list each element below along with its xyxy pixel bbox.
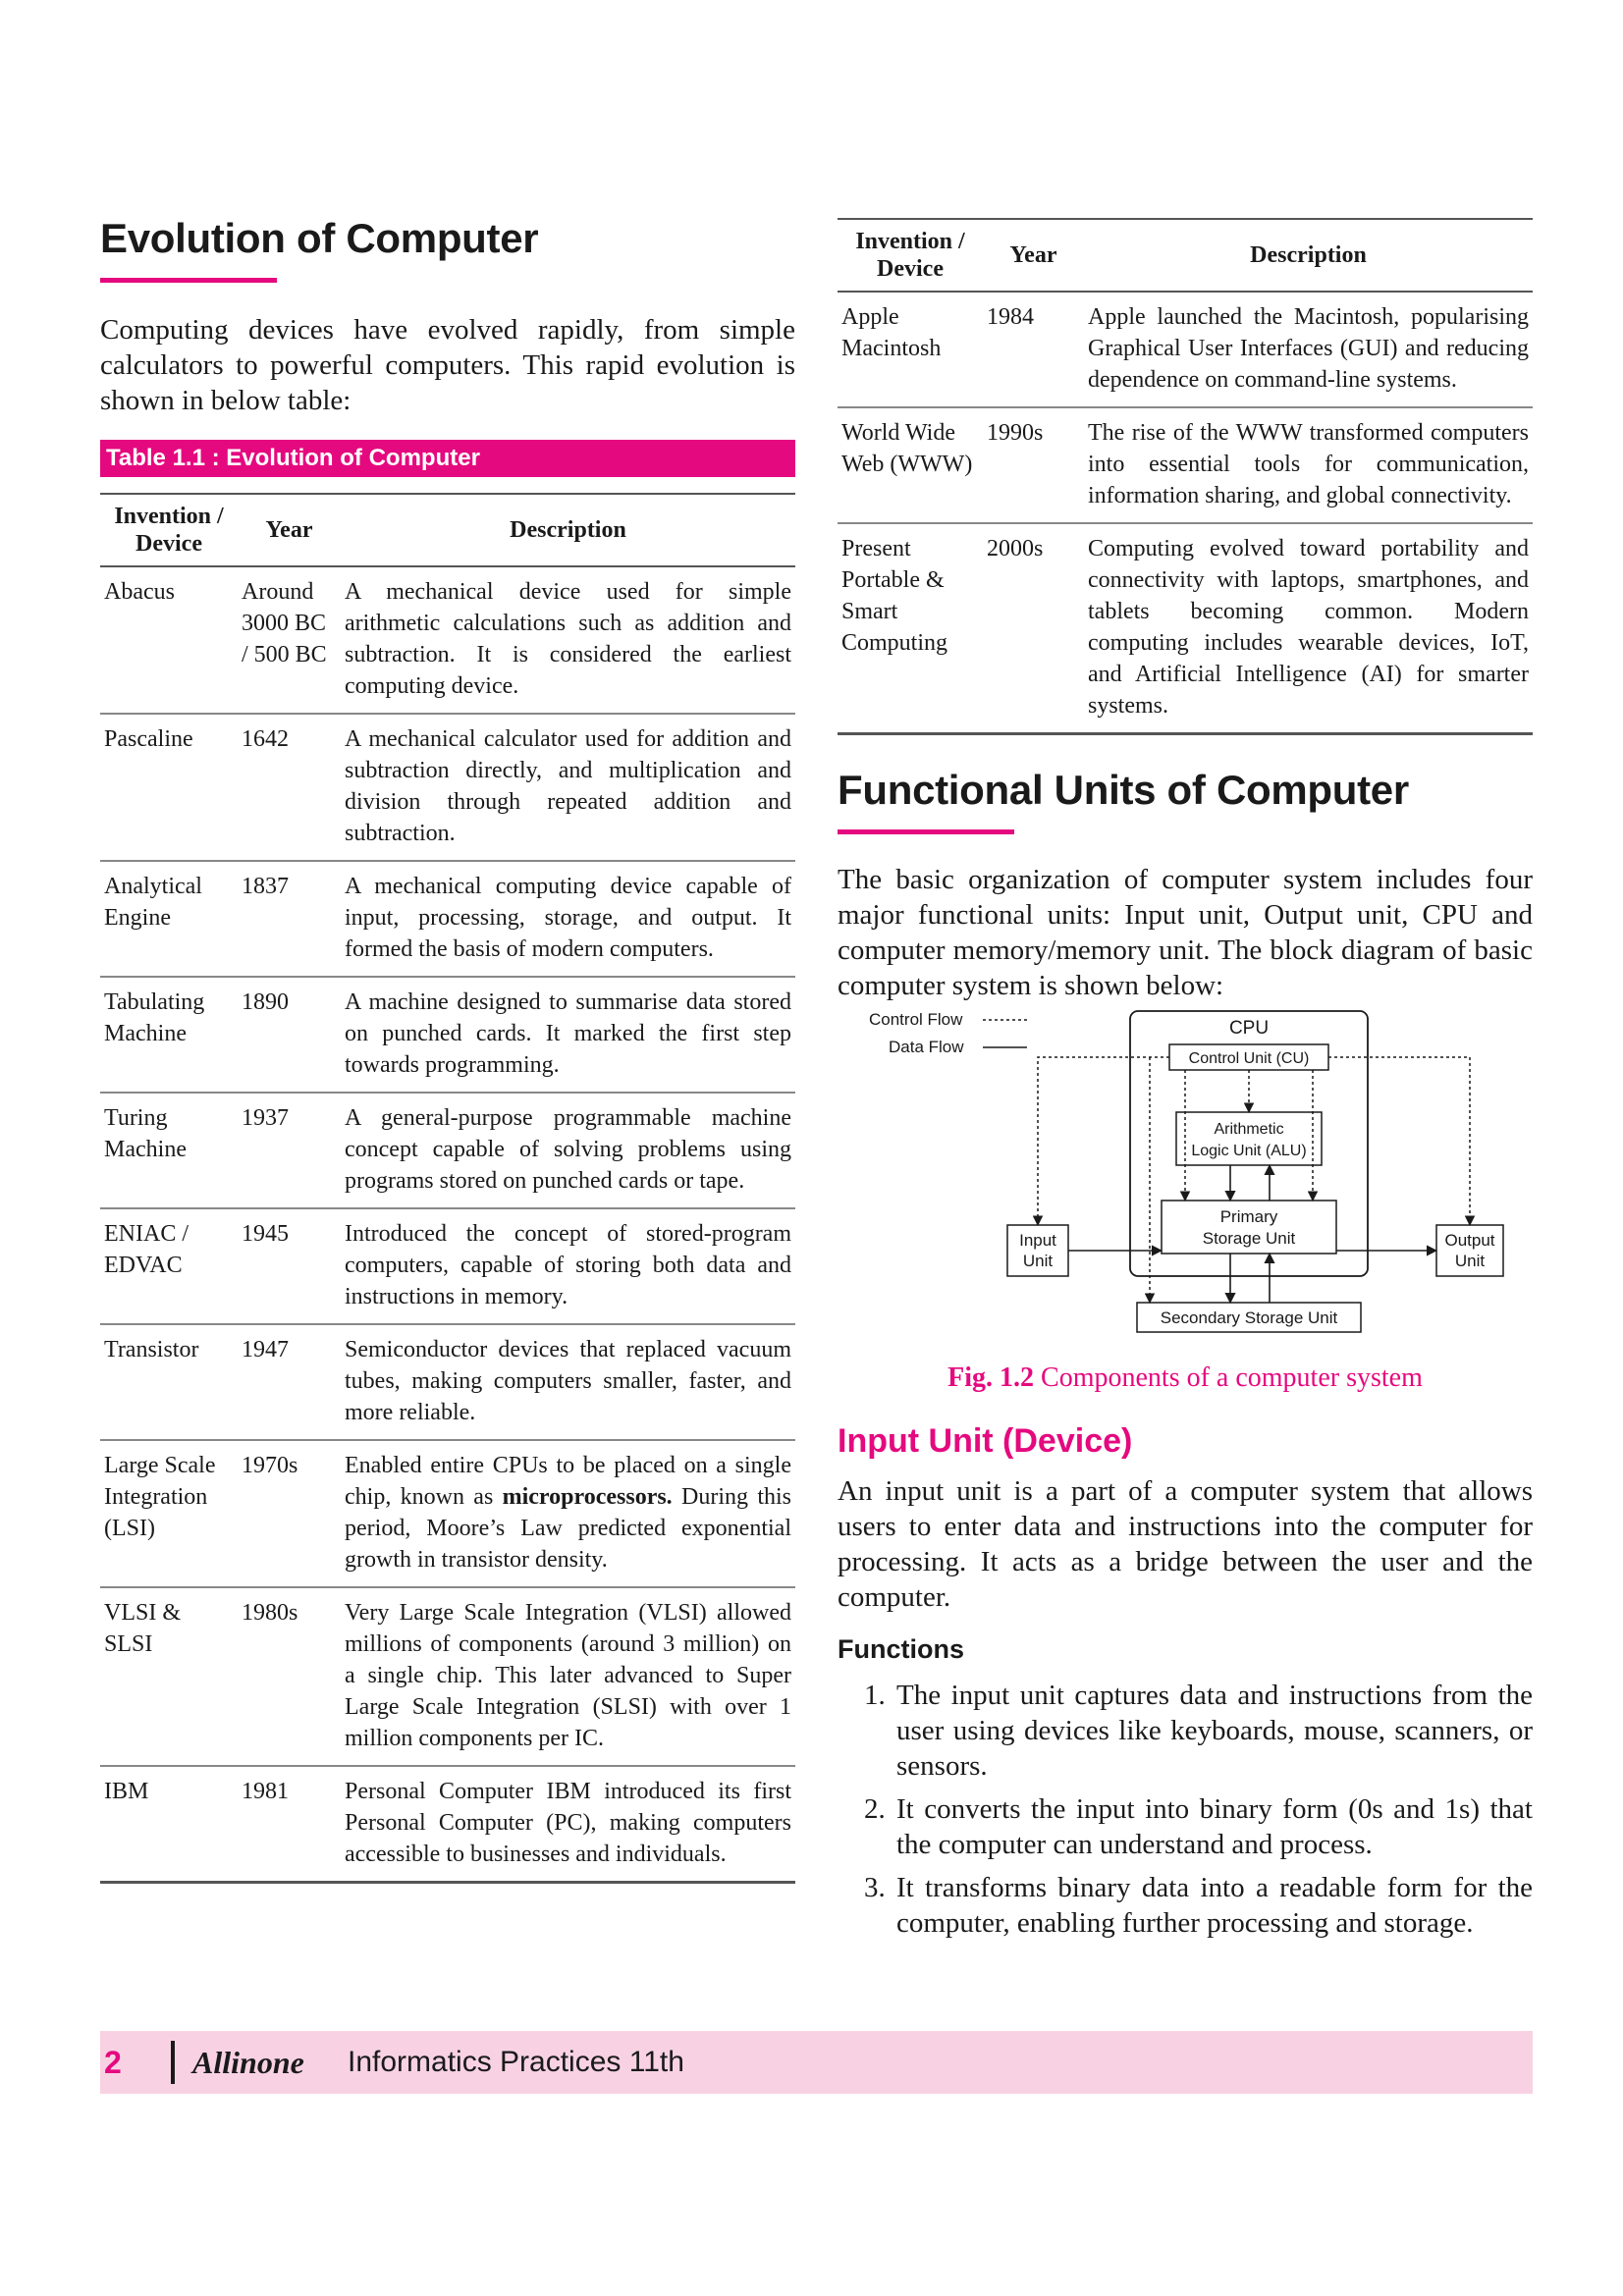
- cell-device: Present Portable & Smart Computing: [838, 523, 983, 734]
- secondary-storage-label: Secondary Storage Unit: [1160, 1308, 1338, 1327]
- cell-year: 1937: [238, 1093, 341, 1208]
- table-row: [100, 1766, 795, 1883]
- table-caption: Table 1.1 : Evolution of Computer: [100, 440, 795, 477]
- section-heading-evolution: Evolution of Computer: [100, 215, 539, 261]
- right-column: [838, 218, 1533, 1949]
- cell-description: A mechanical computing device capable of input, processing, storage, and output. It formed the basis of modern computers.: [341, 861, 795, 977]
- cell-year: 2000s: [983, 523, 1084, 734]
- cell-year: 1981: [238, 1766, 341, 1883]
- header-year: Year: [238, 494, 341, 566]
- cell-device: IBM: [100, 1766, 238, 1883]
- table-row: [100, 1587, 795, 1766]
- heading-underline: [838, 829, 1014, 834]
- cell-description: Apple launched the Macintosh, popularising Graphical User Interfaces (GUI) and reducing dependence on command-line systems.: [1084, 292, 1533, 407]
- header-device: Invention / Device: [100, 494, 238, 566]
- input-unit-label-line2: Unit: [1022, 1252, 1054, 1270]
- figure-caption-label: Fig. 1.2: [947, 1362, 1035, 1393]
- table-row: [100, 1324, 795, 1440]
- description-text: Enabled entire CPUs to be placed on a single chip, known as: [345, 1453, 791, 1510]
- cell-year: 1945: [238, 1208, 341, 1324]
- table-row: [838, 523, 1533, 734]
- cell-device: ENIAC / EDVAC: [100, 1208, 238, 1324]
- cell-device: World Wide Web (WWW): [838, 407, 983, 523]
- cell-device: Abacus: [100, 566, 238, 714]
- left-column: [100, 211, 795, 1884]
- cell-year: 1990s: [983, 407, 1084, 523]
- figure-caption-text: Components of a computer system: [1034, 1362, 1423, 1393]
- brand-logo: Allinone: [192, 2045, 304, 2080]
- cell-device: Analytical Engine: [100, 861, 238, 977]
- cell-year: 1980s: [238, 1587, 341, 1766]
- list-item: 2. It converts the input into binary form (0s and 1s) that the computer can understand and process.: [893, 1791, 1533, 1862]
- cell-year: 1947: [238, 1324, 341, 1440]
- header-description: Description: [1084, 219, 1533, 292]
- primary-storage-label-line2: Storage Unit: [1202, 1229, 1296, 1248]
- cell-description: Computing evolved toward portability and connectivity with laptops, smartphones, and tablets becoming common. Modern computing includes wearable devices, IoT, and Artificial Intelligence (AI) for smarter systems.: [1084, 523, 1533, 734]
- functions-heading: Functions: [838, 1634, 964, 1664]
- table-header-row: [838, 219, 1533, 292]
- table-row: [100, 1440, 795, 1587]
- cell-description: The rise of the WWW transformed computers into essential tools for communication, information sharing, and global connectivity.: [1084, 407, 1533, 523]
- cell-year: 1837: [238, 861, 341, 977]
- table-row: [100, 977, 795, 1093]
- table-row: [100, 566, 795, 714]
- book-title: Informatics Practices 11th: [348, 2046, 684, 2078]
- block-diagram: [838, 1007, 1533, 1356]
- description-text: During this period, Moore’s Law predicted exponential growth in transistor density.: [345, 1484, 791, 1573]
- page-footer: [100, 2031, 1533, 2094]
- figure-caption: [838, 1362, 1533, 1395]
- cell-device: VLSI & SLSI: [100, 1587, 238, 1766]
- alu-label-line1: Arithmetic: [1214, 1121, 1284, 1138]
- header-description: Description: [341, 494, 795, 566]
- cell-device: Transistor: [100, 1324, 238, 1440]
- subsection-heading-input-unit: Input Unit (Device): [838, 1422, 1133, 1460]
- legend-data-flow-label: Data Flow: [889, 1038, 964, 1056]
- table-header-row: [100, 494, 795, 566]
- cell-description: A mechanical device used for simple arithmetic calculations such as addition and subtraction. It is considered the earliest computing device.: [341, 566, 795, 714]
- header-year: Year: [983, 219, 1084, 292]
- control-unit-label: Control Unit (CU): [1188, 1050, 1310, 1067]
- table-row: [100, 714, 795, 861]
- description-bold-term: microprocessors.: [502, 1484, 673, 1510]
- cell-description: Semiconductor devices that replaced vacuum tubes, making computers smaller, faster, and more reliable.: [341, 1324, 795, 1440]
- footer-divider: [171, 2041, 175, 2084]
- cell-year: 1970s: [238, 1440, 341, 1587]
- section-heading-functional-units: Functional Units of Computer: [838, 767, 1409, 813]
- legend-control-flow-label: Control Flow: [869, 1010, 963, 1029]
- cell-description: A machine designed to summarise data stored on punched cards. It marked the first step towards programming.: [341, 977, 795, 1093]
- cell-year: Around 3000 BC / 500 BC: [238, 566, 341, 714]
- functions-list: [838, 1678, 1533, 1941]
- cell-year: 1890: [238, 977, 341, 1093]
- cell-device: Large Scale Integration (LSI): [100, 1440, 238, 1587]
- output-unit-label-line1: Output: [1444, 1231, 1495, 1250]
- cell-year: 1984: [983, 292, 1084, 407]
- table-row: [100, 861, 795, 977]
- cpu-label: CPU: [1228, 1018, 1270, 1039]
- evolution-table-part1: [100, 493, 795, 1884]
- input-unit-label-line1: Input: [1019, 1231, 1056, 1250]
- header-device: Invention / Device: [838, 219, 983, 292]
- input-unit-paragraph: An input unit is a part of a computer system that allows users to enter data and instructions into the computer for processing. It acts as a bridge between the user and the computer.: [838, 1475, 1533, 1613]
- table-row: [100, 1093, 795, 1208]
- intro-paragraph: Computing devices have evolved rapidly, from simple calculators to powerful computers. This rapid evolution is shown in below table:: [100, 314, 795, 416]
- block-diagram-svg: [838, 1007, 1533, 1356]
- cell-device: Turing Machine: [100, 1093, 238, 1208]
- table-row: [838, 407, 1533, 523]
- heading-underline: [100, 278, 277, 283]
- list-item: 1. The input unit captures data and instructions from the user using devices like keyboards, mouse, scanners, or sensors.: [893, 1678, 1533, 1784]
- cell-device: Apple Macintosh: [838, 292, 983, 407]
- cell-year: 1642: [238, 714, 341, 861]
- cell-description: [341, 1440, 795, 1587]
- evolution-table-part2: [838, 218, 1533, 735]
- cell-device: Tabulating Machine: [100, 977, 238, 1093]
- cell-device: Pascaline: [100, 714, 238, 861]
- cell-description: Very Large Scale Integration (VLSI) allowed millions of components (around 3 million) on a single chip. This later advanced to Super Large Scale Integration (SLSI) with over 1 million components per IC.: [341, 1587, 795, 1766]
- primary-storage-label-line1: Primary: [1219, 1207, 1278, 1226]
- cell-description: A general-purpose programmable machine concept capable of solving problems using programs stored on punched cards or tape.: [341, 1093, 795, 1208]
- table-row: [838, 292, 1533, 407]
- page-number: 2: [104, 2045, 122, 2080]
- table-row: [100, 1208, 795, 1324]
- cell-description: Personal Computer IBM introduced its first Personal Computer (PC), making computers accessible to businesses and individuals.: [341, 1766, 795, 1883]
- cell-description: Introduced the concept of stored-program computers, capable of storing both data and instructions in memory.: [341, 1208, 795, 1324]
- alu-label-line2: Logic Unit (ALU): [1191, 1143, 1307, 1159]
- output-unit-label-line2: Unit: [1454, 1252, 1486, 1270]
- functional-units-paragraph: The basic organization of computer system includes four major functional units: Input unit, Output unit, CPU and computer memory/memory unit. The block diagram of basic computer system is shown below:: [838, 864, 1533, 1001]
- cell-description: A mechanical calculator used for addition and subtraction directly, and multiplication and division through repeated addition and subtraction.: [341, 714, 795, 861]
- list-item: 3. It transforms binary data into a readable form for the computer, enabling further processing and storage.: [893, 1870, 1533, 1941]
